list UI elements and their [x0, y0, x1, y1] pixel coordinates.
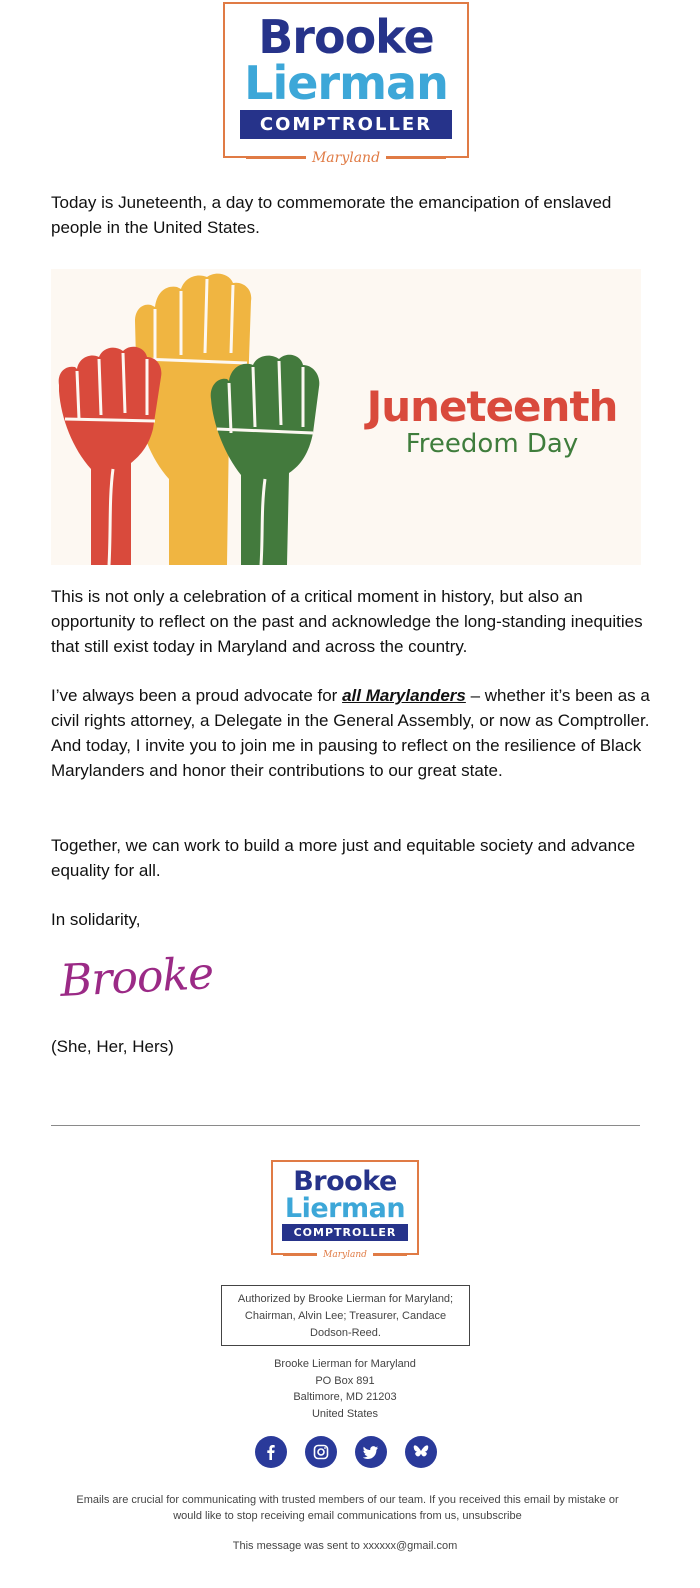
footer-logo-state: Maryland — [317, 1250, 373, 1260]
recipient-email: xxxxxx@gmail.com — [362, 1540, 458, 1552]
logo-state: Maryland — [306, 150, 386, 166]
paragraph-advocate — [51, 683, 651, 783]
paragraph-celebration: This is not only a celebration of a critical moment in history, but also an opportunity to reflect on the past and acknowledge the long-standing inequities that still exist today in Maryland and across the country. — [51, 587, 643, 656]
all-marylanders-link[interactable]: all Marylanders — [342, 686, 466, 705]
authorization-line: Authorized by Brooke Lierman for Maryland; — [237, 1293, 454, 1305]
sent-to-line — [150, 1540, 540, 1552]
red-fist-icon — [59, 347, 162, 565]
logo-first-name: Brooke — [258, 10, 434, 64]
header-logo[interactable] — [223, 2, 469, 166]
facebook-icon[interactable] — [255, 1436, 287, 1468]
raised-fists-illustration — [51, 269, 351, 565]
authorization-line: Chairman, Alvin Lee; Treasurer, Candace — [244, 1310, 447, 1322]
unsubscribe-link[interactable]: unsubscribe — [462, 1510, 522, 1522]
instagram-icon[interactable] — [305, 1436, 337, 1468]
banner-title: Juneteenth — [366, 382, 618, 431]
logo-last-name: Lierman — [244, 56, 448, 110]
footer-note — [70, 1492, 625, 1524]
footer-logo-state-row — [273, 1250, 417, 1260]
pronouns-text: (She, Her, Hers) — [51, 1037, 174, 1056]
paragraph-together: Together, we can work to build a more just and equitable society and advance equality for all. — [51, 836, 636, 880]
address-city: Baltimore, MD 21203 — [293, 1391, 397, 1403]
mailing-address — [200, 1356, 490, 1422]
banner-subtitle: Freedom Day — [405, 429, 579, 459]
address-org: Brooke Lierman for Maryland — [274, 1358, 416, 1370]
closing-text: In solidarity, — [51, 910, 141, 929]
authorization-box — [221, 1285, 470, 1346]
paragraph-advocate-end: – whether it’s been as a civil rights attorney, a Delegate in the General Assembly, or now as Comptroller. And today, I invite you to join me in pausing to reflect on the resilience of Black Marylanders and honor their contributions to our great state. — [51, 686, 650, 780]
juneteenth-banner — [51, 269, 641, 565]
intro-text: Today is Juneteenth, a day to commemorate the emancipation of enslaved people in the United States. — [51, 193, 612, 237]
address-street: PO Box 891 — [315, 1374, 375, 1387]
address-country: United States — [311, 1407, 379, 1420]
footer-logo-first-name: Brooke — [293, 1166, 397, 1197]
authorization-line: Dodson-Reed. — [310, 1327, 381, 1339]
social-links — [255, 1436, 437, 1470]
sent-to-label: This message was sent to — [232, 1540, 363, 1552]
logo-office: COMPTROLLER — [240, 110, 452, 139]
bluesky-icon[interactable] — [405, 1436, 437, 1468]
footer-divider — [51, 1125, 640, 1126]
footer-note-text: Emails are crucial for communicating with trusted members of our team. If you received this email by mistake or would like to stop receiving email communications from us, — [76, 1494, 619, 1522]
twitter-icon[interactable] — [355, 1436, 387, 1468]
footer-logo[interactable] — [271, 1160, 419, 1260]
footer-logo-last-name: Lierman — [284, 1193, 406, 1224]
signature-image: Brooke — [58, 948, 215, 1007]
logo-state-row — [225, 150, 467, 166]
paragraph-advocate-start: I’ve always been a proud advocate for — [51, 686, 343, 705]
footer-logo-office: COMPTROLLER — [282, 1224, 408, 1241]
